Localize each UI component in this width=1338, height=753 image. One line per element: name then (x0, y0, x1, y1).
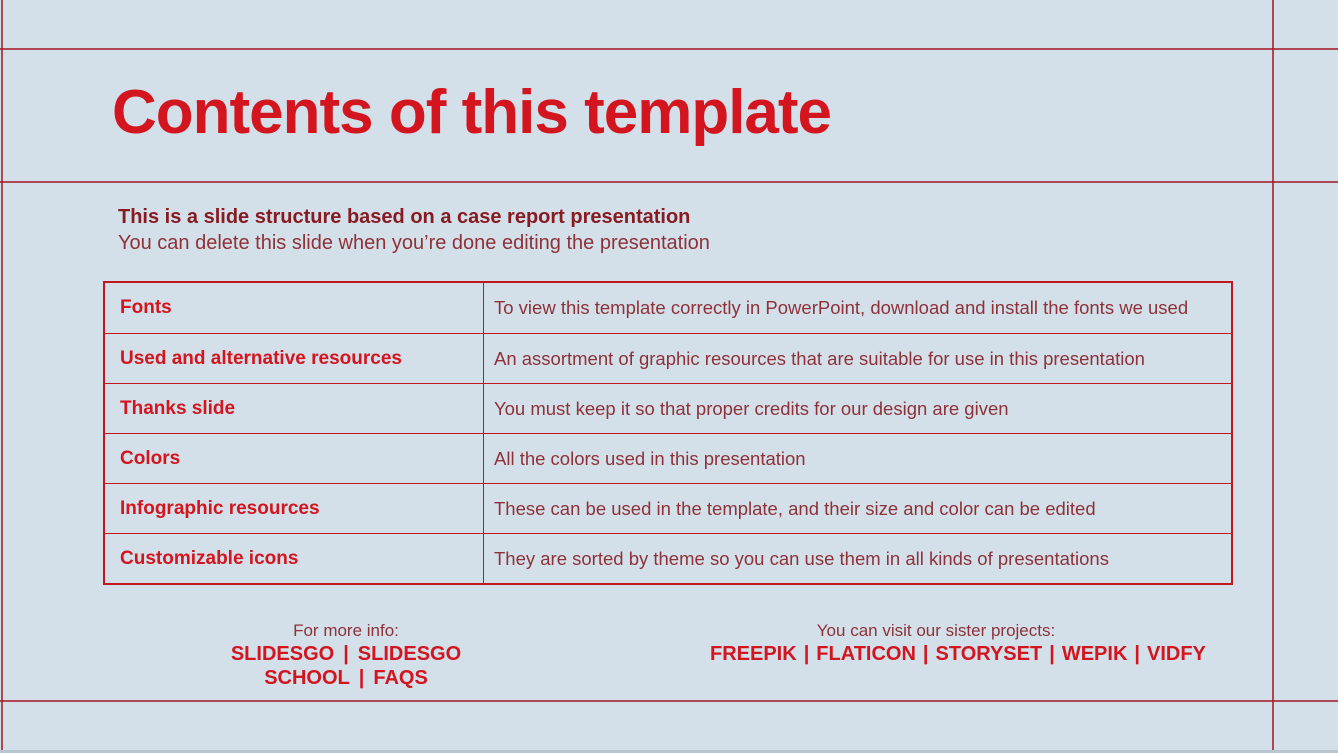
intro-line-regular: You can delete this slide when you’re done editing the presentation (118, 232, 710, 254)
footer-link-storyset[interactable]: STORYSET (935, 643, 1043, 665)
footer-separator: | (358, 667, 365, 689)
row-description: All the colors used in this presentation (494, 447, 806, 469)
footer-link-freepik[interactable]: FREEPIK (710, 643, 797, 665)
intro-text (118, 204, 710, 256)
footer-separator: | (803, 643, 810, 665)
page-title: Contents of this template (112, 78, 832, 147)
contents-table (103, 281, 1233, 585)
row-label: Fonts (105, 283, 484, 333)
row-label: Used and alternative resources (105, 334, 484, 383)
row-description: These can be used in the template, and their size and color can be edited (494, 497, 1096, 519)
row-label: Colors (105, 434, 484, 483)
row-label: Thanks slide (105, 384, 484, 433)
footer-right-heading: You can visit our sister projects: (816, 621, 1056, 640)
table-row-resources (105, 333, 1231, 383)
footer-link-vidfy[interactable]: VIDFY (1147, 643, 1206, 665)
table-row-thanks-slide (105, 383, 1231, 433)
footer-left-heading: For more info: (293, 621, 399, 640)
footer-separator: | (1049, 643, 1055, 665)
footer-left-links (160, 642, 532, 690)
footer-separator: | (922, 643, 929, 665)
footer-separator: | (1134, 643, 1140, 665)
footer-link-slidesgo[interactable]: SLIDESGO (230, 643, 335, 665)
footer-link-wepik[interactable]: WEPIK (1061, 643, 1128, 665)
table-row-icons (105, 533, 1231, 583)
frame-line-bottom (0, 700, 1338, 702)
row-label: Customizable icons (105, 534, 484, 583)
footer-link-flaticon[interactable]: FLATICON (816, 643, 916, 665)
frame-line-right (1272, 0, 1274, 753)
footer-right-links (710, 642, 1206, 666)
table-row-colors (105, 433, 1231, 483)
table-row-infographics (105, 483, 1231, 533)
table-row-fonts (105, 283, 1231, 333)
frame-line-header (0, 181, 1338, 183)
row-description: They are sorted by theme so you can use them in all kinds of presentations (494, 547, 1109, 569)
row-description: To view this template correctly in PowerPoint, download and install the fonts we used (494, 297, 1189, 318)
footer-separator: | (343, 643, 349, 665)
row-label: Infographic resources (105, 484, 484, 533)
frame-line-left (1, 0, 3, 753)
footer-link-faqs[interactable]: FAQS (373, 667, 428, 689)
frame-line-top (0, 48, 1338, 50)
footer-sister-projects (710, 620, 1206, 666)
footer-link-slidesgo-school[interactable]: SLIDESGO SCHOOL (264, 643, 462, 689)
row-description: An assortment of graphic resources that are suitable for use in this presentation (494, 347, 1145, 369)
intro-line-bold: This is a slide structure based on a case report presentation (118, 206, 691, 228)
row-description: You must keep it so that proper credits for our design are given (494, 397, 1009, 419)
footer-more-info (160, 620, 532, 690)
